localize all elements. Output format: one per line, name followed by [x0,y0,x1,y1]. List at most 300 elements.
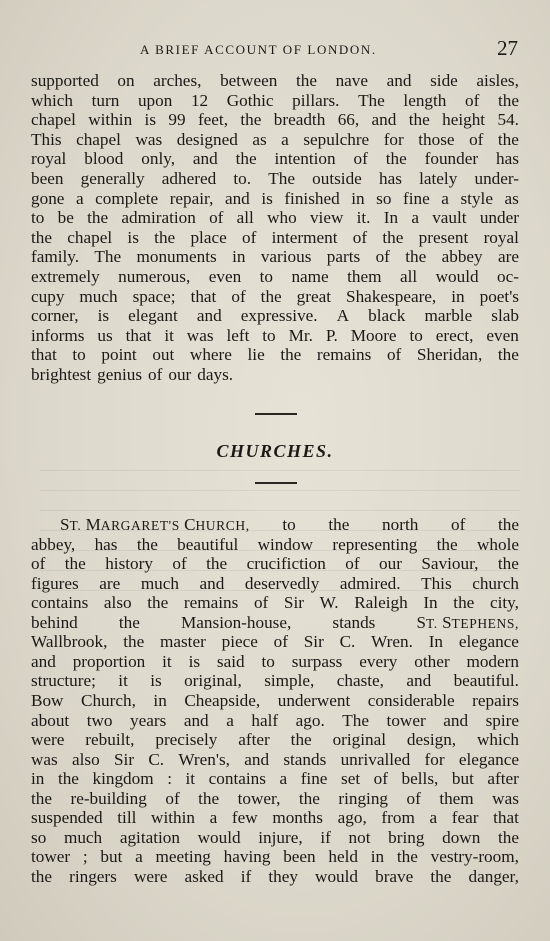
word: corner, [31,306,79,326]
text-line [31,208,519,228]
word: us [97,325,113,345]
word: the [64,554,86,574]
word: a [281,129,289,149]
word: tower, [237,788,281,808]
word: has [379,169,402,188]
word: oc- [497,267,519,286]
word: the [382,227,404,247]
text-line [31,652,519,672]
word: it. [356,208,371,228]
word: complete [95,188,159,208]
word: in [31,769,45,789]
text-line [31,750,519,770]
text-line [31,149,519,169]
word: 54. [497,110,519,130]
word: other [414,651,450,671]
word: been [31,169,64,188]
word: modern [466,651,519,671]
word: expressive. [240,306,318,326]
word: on [117,71,135,90]
word: of [165,788,180,808]
word: ST. STEPHENS, [416,612,519,632]
word: in [451,286,465,306]
word: was [135,129,163,149]
word: of [242,227,257,247]
word: as [252,129,267,149]
word: rebuilt, [85,730,135,750]
word: is [144,110,157,130]
word: of [465,90,480,110]
word: outside [312,169,362,188]
word: and [199,573,225,593]
word: after [238,730,270,750]
word: asked [184,866,224,886]
word: to [261,651,275,671]
word: was [186,325,214,345]
word: great [296,286,332,306]
word: is [97,306,110,326]
text-line [31,554,519,574]
word: days. [197,365,234,384]
word: within [151,808,195,828]
word: to [259,267,273,286]
word: This [421,573,452,593]
word: parts [326,247,361,267]
word: In [383,208,399,228]
word: vault [432,208,467,228]
word: till [117,808,137,828]
text-line [31,769,519,789]
word: of [450,515,466,534]
text-line [31,632,519,652]
word: of [209,208,224,228]
word: stands [283,749,327,769]
word: also [103,593,132,613]
word: much [140,573,179,593]
word: elegant [128,306,178,326]
word: the [206,554,228,574]
word: held [328,847,358,867]
word: The [94,247,122,267]
word: them [347,267,382,286]
word: repairs [472,690,519,710]
word: point [101,345,137,365]
word: much [79,286,118,306]
word: contains [208,769,266,789]
word: and [371,110,397,130]
word: design, [406,730,457,750]
word: and [31,651,56,671]
word: remains [316,345,372,365]
text-line [31,267,519,287]
word: and [244,749,270,769]
word: of [231,286,246,306]
word: was [492,788,519,808]
text-line [31,671,519,691]
word: city, [489,593,519,613]
word: ago, [337,808,367,828]
word: lately [419,169,458,188]
word: is [188,651,201,671]
word: the [31,866,52,886]
word: tower [386,710,426,730]
word: poet's [479,286,519,306]
word: north [382,515,419,534]
text-line [31,574,519,594]
word: Bow [31,690,64,710]
word: representing [332,534,418,554]
word: ; [82,847,88,867]
word: considerable [367,690,455,710]
word: the [198,788,220,808]
word: the [147,593,169,613]
word: and [386,71,412,90]
word: about [31,710,70,730]
word: the [240,110,262,130]
word: but [100,847,123,867]
word: supported [31,71,99,90]
word: generally [80,169,145,188]
word: a [429,808,438,828]
word: not [348,827,371,847]
word: cupy [31,286,65,306]
word: The [342,710,370,730]
word: Gothic [226,90,274,110]
word: church [472,573,519,593]
text-line [31,287,519,307]
word: all [236,208,254,228]
word: beautiful. [453,671,519,691]
word: length [403,90,447,110]
word: much [63,827,103,847]
word: original, [184,671,242,691]
word: underwent [277,690,351,710]
word: ringing [338,788,389,808]
word: be [57,208,74,228]
word: contains [31,593,89,613]
text-line [31,535,519,555]
text-line [31,867,519,887]
word: only, [141,149,176,169]
word: fear [451,808,479,828]
word: Mr. [288,325,313,345]
word: brightest [31,365,92,384]
word: P. [325,325,338,345]
word: if [240,866,252,886]
word: which [31,90,74,110]
word: is [127,227,139,247]
word: that [493,808,519,828]
word: precisely [155,730,218,750]
word: intention [274,149,336,169]
word: ringers [69,866,117,886]
word: Raleigh [354,593,408,613]
word: This [31,129,62,149]
word: feet, [197,110,229,130]
word: under- [474,169,519,188]
word: every [359,651,398,671]
word: to [72,345,86,365]
word: Wallbrook, [31,632,108,652]
word: the [497,129,519,149]
text-line [31,593,519,613]
text-line [31,691,519,711]
word: bring [388,827,425,847]
word: has [495,149,519,169]
word: Mansion-house, [181,612,292,632]
word: Sir [283,593,304,613]
word: elegance [458,632,519,652]
word: of [31,554,46,574]
word: to [262,325,276,345]
word: are [99,573,121,593]
text-line [31,789,519,809]
word: said [216,651,245,671]
word: down [442,827,481,847]
word: pillars. [292,90,340,110]
text-line [31,365,519,385]
word: proportion [72,651,146,671]
word: the [235,149,257,169]
word: the [436,534,458,554]
word: and [224,188,250,208]
text-line [31,110,519,130]
word: aisles, [476,71,519,90]
text-line [60,515,519,536]
word: The [358,90,385,110]
word: the [298,788,320,808]
word: chapel [67,227,113,247]
word: admiration [121,208,196,228]
word: In [428,632,444,652]
word: deservedly [244,573,320,593]
word: 99 [168,110,186,130]
word: simple, [264,671,315,691]
word: re-building [70,788,147,808]
word: surpass [291,651,343,671]
word: breadth [273,110,326,130]
word: for [383,129,404,149]
word: they [268,866,298,886]
word: those [418,129,455,149]
word: even [208,267,242,286]
word: a [226,710,234,730]
word: the [280,345,302,365]
word: the [295,71,317,90]
word: it [164,325,174,345]
word: few [231,808,258,828]
word: suspended [31,808,103,828]
word: abbey [441,247,483,267]
word: our [168,365,192,384]
word: left [226,325,250,345]
text-line [31,189,519,209]
word: elegance [458,749,519,769]
word: space; [132,286,176,306]
word: of [373,769,388,789]
word: to [31,208,45,228]
word: window [257,534,313,554]
word: of [273,632,288,652]
word: a [441,188,449,208]
word: where [189,345,232,365]
word: was [31,749,58,769]
word: numerous, [118,267,191,286]
word: family. [31,247,80,267]
word: master [159,632,206,652]
word: of [386,345,402,365]
text-line [31,247,519,267]
word: to. [233,169,252,188]
word: the [154,227,176,247]
word: a [411,208,419,228]
word: the [328,515,350,534]
word: the [497,90,519,110]
word: the [497,827,519,847]
word: view [309,208,344,228]
text-line [31,326,519,346]
word: of [469,129,484,149]
word: Sir [113,749,135,769]
word: the [136,534,158,554]
word: lie [247,345,265,365]
word: remains [183,593,239,613]
word: the [497,515,519,534]
word: abbey, [31,534,76,554]
word: Church, [81,690,136,710]
word: who [267,208,297,228]
page-number: 27 [497,36,518,60]
word: injure, [258,827,303,847]
word: a [135,847,143,867]
word: nave [335,71,369,90]
section-heading: CHURCHES. [216,441,334,461]
word: are [498,247,519,267]
word: so [376,188,392,208]
word: is [261,188,273,208]
word: the [408,110,430,130]
text-line [31,228,519,248]
word: marble [424,306,473,326]
word: style [460,188,493,208]
word: after [487,769,519,789]
text-line [31,306,519,326]
word: meeting [155,847,211,867]
word: extremely [31,267,100,286]
word: gone [31,188,65,208]
running-head [0,36,550,66]
word: under [479,208,519,228]
text-line [31,71,519,91]
running-title: A BRIEF ACCOUNT OF LONDON. [140,42,377,57]
word: that [31,345,57,365]
word: the [260,286,282,306]
word: Cheapside, [184,690,261,710]
text-line [31,847,519,867]
word: Shakespeare, [346,286,437,306]
word: to [409,325,423,345]
word: as [504,188,519,208]
word: of [375,247,390,267]
word: were [31,730,65,750]
word: them [439,788,474,808]
word: Wren's, [178,749,230,769]
word: genius [97,365,143,384]
word: whole [476,534,519,554]
word: bells, [401,769,439,789]
word: of [345,554,360,574]
rule-below-heading [255,482,297,484]
word: fine [300,769,328,789]
word: is [150,671,162,691]
word: in [370,847,385,867]
word: present [418,227,469,247]
word: the [57,769,79,789]
word: spire [485,710,519,730]
word: Sir [303,632,324,652]
word: informs [31,325,85,345]
text-line [31,169,519,189]
word: C. [339,632,356,652]
word: the [405,247,427,267]
word: for [424,749,445,769]
word: height [442,110,486,130]
word: in [153,690,167,710]
word: the [430,866,452,886]
word: in [232,247,246,267]
word: turn [91,90,120,110]
word: of [253,593,269,613]
word: between [220,71,278,90]
word: but [451,769,474,789]
word: chaste, [336,671,384,691]
text-line [31,730,519,750]
word: side [430,71,458,90]
word: it [162,651,172,671]
word: a [209,808,218,828]
word: agitation [119,827,180,847]
word: structure; [31,671,96,691]
word: : [167,769,172,789]
word: all [399,267,418,286]
word: chapel [76,129,121,149]
word: of [148,365,163,384]
word: fine [403,188,430,208]
word: the [31,788,52,808]
word: two [86,710,113,730]
word: Moore [350,325,397,345]
word: erect, [435,325,474,345]
word: of [353,149,368,169]
word: of [406,788,421,808]
word: 12 [190,90,209,110]
word: finished [284,188,340,208]
word: vestry-room, [430,847,519,867]
word: crucifiction [246,554,326,574]
word: even [486,325,519,345]
word: In [423,593,438,613]
word: a [279,769,288,789]
word: A [336,306,350,326]
word: various [260,247,312,267]
word: royal [31,149,67,169]
word: and [443,710,469,730]
word: months [272,808,323,828]
word: that [190,286,217,306]
word: repair, [169,188,214,208]
word: tower [31,847,71,867]
word: 66, [337,110,360,130]
